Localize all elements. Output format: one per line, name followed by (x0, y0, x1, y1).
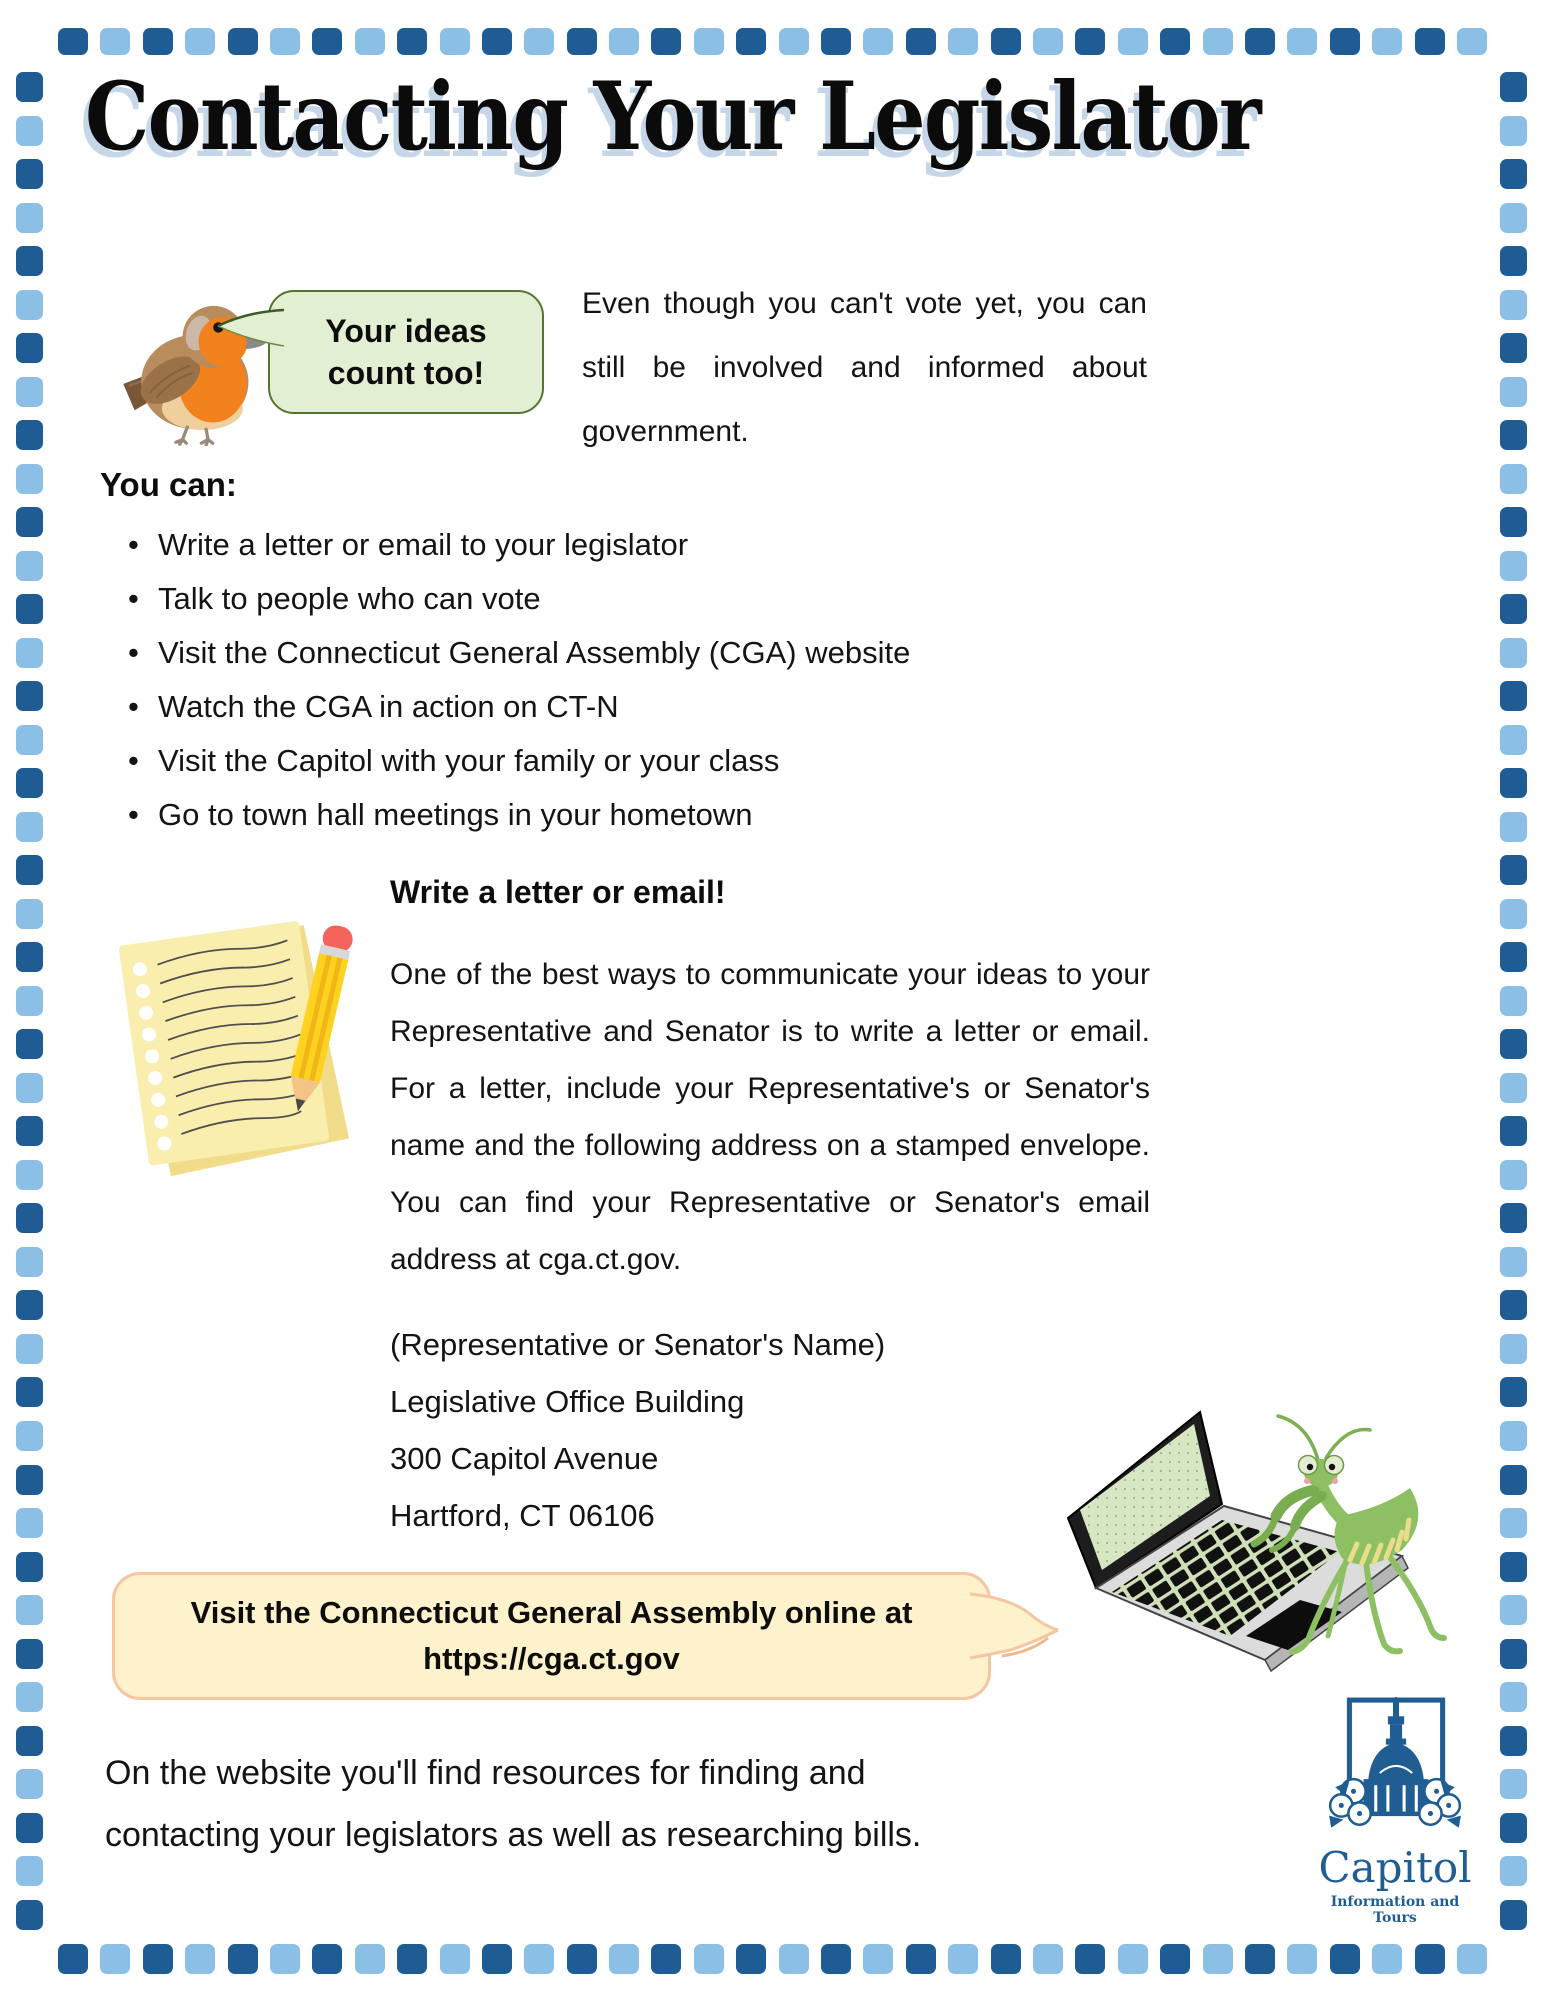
border-dash (16, 638, 43, 668)
border-dash (100, 28, 130, 55)
letter-line: One of the best ways to communicate your ideas to your (390, 958, 1150, 991)
you-can-heading: You can: (100, 466, 237, 503)
border-dash (16, 986, 43, 1016)
border-dash (16, 899, 43, 929)
border-dash (1330, 1944, 1360, 1974)
border-dash (1500, 855, 1527, 885)
letter-paragraph (390, 946, 1150, 1288)
border-dash (779, 1944, 809, 1974)
border-dash (16, 1813, 43, 1843)
address-line: Hartford, CT 06106 (390, 1498, 655, 1533)
border-dash (1500, 1856, 1527, 1886)
decorative-border-right (1500, 72, 1527, 1930)
list-item: • Visit the Connecticut General Assembly (CGA) website (128, 626, 1108, 680)
border-dash (16, 681, 43, 711)
border-dash (1500, 1029, 1527, 1059)
border-dash (1500, 1465, 1527, 1495)
border-dash (694, 1944, 724, 1974)
mantis-laptop-icon (1050, 1396, 1450, 1674)
border-dash (1500, 1203, 1527, 1233)
border-dash (1500, 725, 1527, 755)
border-dash (16, 1421, 43, 1451)
border-dash (948, 1944, 978, 1974)
border-dash (16, 1465, 43, 1495)
address-line: 300 Capitol Avenue (390, 1441, 659, 1476)
border-dash (16, 1856, 43, 1886)
border-dash (1245, 28, 1275, 55)
cga-speech-bubble (112, 1572, 991, 1700)
letter-section-heading: Write a letter or email! (390, 874, 726, 910)
border-dash (1500, 1595, 1527, 1625)
bird-speech-bubble (268, 290, 544, 414)
border-dash (440, 28, 470, 55)
border-dash (16, 333, 43, 363)
border-dash (16, 464, 43, 494)
border-dash (1245, 1944, 1275, 1974)
decorative-border-top (58, 28, 1487, 55)
border-dash (1415, 28, 1445, 55)
border-dash (1118, 28, 1148, 55)
border-dash (651, 1944, 681, 1974)
border-dash (16, 1290, 43, 1320)
border-dash (1500, 1726, 1527, 1756)
border-dash (16, 812, 43, 842)
border-dash (1500, 1900, 1527, 1930)
capitol-logo (1310, 1694, 1480, 1926)
border-dash (16, 1377, 43, 1407)
letter-line: Representative and Senator is to write a letter or email. (390, 1015, 1150, 1048)
border-dash (779, 28, 809, 55)
border-dash (397, 1944, 427, 1974)
border-dash (1500, 1552, 1527, 1582)
border-dash (736, 28, 766, 55)
border-dash (1500, 681, 1527, 711)
border-dash (312, 1944, 342, 1974)
border-dash (1500, 116, 1527, 146)
border-dash (1500, 1508, 1527, 1538)
border-dash (16, 725, 43, 755)
border-dash (16, 1552, 43, 1582)
border-dash (1500, 1377, 1527, 1407)
speech-bubble-tail-icon (212, 296, 284, 358)
border-dash (991, 28, 1021, 55)
border-dash (1500, 1116, 1527, 1146)
border-dash (16, 1073, 43, 1103)
border-dash (16, 1160, 43, 1190)
letter-line: name and the following address on a stamped envelope. (390, 1129, 1150, 1162)
border-dash (524, 28, 554, 55)
border-dash (16, 1203, 43, 1233)
address-line: (Representative or Senator's Name) (390, 1327, 886, 1362)
border-dash (16, 1682, 43, 1712)
border-dash (270, 1944, 300, 1974)
border-dash (1500, 246, 1527, 276)
border-dash (1415, 1944, 1445, 1974)
border-dash (16, 1900, 43, 1930)
address-line: Legislative Office Building (390, 1384, 745, 1419)
border-dash (16, 1508, 43, 1538)
border-dash (1075, 1944, 1105, 1974)
border-dash (143, 28, 173, 55)
border-dash (16, 1116, 43, 1146)
you-can-list (128, 518, 1108, 842)
border-dash (482, 28, 512, 55)
border-dash (651, 28, 681, 55)
border-dash (16, 594, 43, 624)
border-dash (1203, 1944, 1233, 1974)
border-dash (1372, 1944, 1402, 1974)
border-dash (609, 1944, 639, 1974)
border-dash (16, 768, 43, 798)
border-dash (1500, 377, 1527, 407)
border-dash (16, 1639, 43, 1669)
cga-bubble-tail-icon (968, 1586, 1068, 1676)
border-dash (1500, 203, 1527, 233)
border-dash (16, 290, 43, 320)
border-dash (863, 28, 893, 55)
border-dash (16, 507, 43, 537)
border-dash (16, 420, 43, 450)
border-dash (1033, 1944, 1063, 1974)
border-dash (16, 551, 43, 581)
border-dash (863, 1944, 893, 1974)
border-dash (1075, 28, 1105, 55)
border-dash (1500, 420, 1527, 450)
border-dash (16, 72, 43, 102)
border-dash (1372, 28, 1402, 55)
border-dash (1500, 1160, 1527, 1190)
border-dash (1500, 1073, 1527, 1103)
border-dash (1287, 1944, 1317, 1974)
border-dash (1457, 28, 1487, 55)
logo-name: Capitol (1318, 1843, 1472, 1892)
border-dash (1500, 1639, 1527, 1669)
list-item: • Talk to people who can vote (128, 572, 1108, 626)
letter-line: For a letter, include your Representative's or Senator's (390, 1072, 1150, 1105)
list-item: • Go to town hall meetings in your hometown (128, 788, 1108, 842)
border-dash (1500, 1334, 1527, 1364)
border-dash (1118, 1944, 1148, 1974)
letter-line: You can find your Representative or Senator's email (390, 1186, 1150, 1219)
cga-bubble-line1: Visit the Connecticut General Assembly online at (190, 1595, 913, 1630)
intro-line: government. (582, 415, 749, 448)
border-dash (185, 1944, 215, 1974)
outro-line: contacting your legislators as well as researching bills. (105, 1816, 922, 1854)
letter-line: address at cga.ct.gov. (390, 1243, 682, 1276)
intro-paragraph (582, 272, 1147, 464)
border-dash (1500, 899, 1527, 929)
border-dash (16, 942, 43, 972)
border-dash (1033, 28, 1063, 55)
intro-line: still be involved and informed about (582, 351, 1147, 384)
border-dash (100, 1944, 130, 1974)
border-dash (228, 1944, 258, 1974)
border-dash (736, 1944, 766, 1974)
capitol-building-icon (1319, 1694, 1471, 1846)
bird-speech-line1: Your ideas (325, 313, 487, 349)
border-dash (16, 159, 43, 189)
border-dash (948, 28, 978, 55)
border-dash (1500, 1769, 1527, 1799)
border-dash (355, 28, 385, 55)
border-dash (1500, 1813, 1527, 1843)
border-dash (397, 28, 427, 55)
border-dash (524, 1944, 554, 1974)
border-dash (228, 28, 258, 55)
border-dash (1500, 1682, 1527, 1712)
border-dash (58, 28, 88, 55)
border-dash (821, 1944, 851, 1974)
border-dash (1500, 1421, 1527, 1451)
border-dash (906, 28, 936, 55)
bird-speech-line2: count too! (327, 355, 485, 391)
outro-line: On the website you'll find resources for finding and (105, 1754, 866, 1792)
border-dash (16, 116, 43, 146)
logo-tagline: Information and Tours (1330, 1894, 1460, 1926)
border-dash (567, 28, 597, 55)
border-dash (58, 1944, 88, 1974)
mailing-address (390, 1316, 885, 1544)
border-dash (821, 28, 851, 55)
border-dash (16, 1726, 43, 1756)
decorative-border-bottom (58, 1944, 1487, 1974)
border-dash (16, 203, 43, 233)
border-dash (906, 1944, 936, 1974)
border-dash (694, 28, 724, 55)
border-dash (1500, 333, 1527, 363)
border-dash (16, 1334, 43, 1364)
border-dash (440, 1944, 470, 1974)
border-dash (312, 28, 342, 55)
border-dash (1160, 1944, 1190, 1974)
border-dash (1500, 638, 1527, 668)
notepad-pencil-icon (106, 900, 360, 1184)
border-dash (1500, 507, 1527, 537)
intro-line: Even though you can't vote yet, you can (582, 287, 1147, 320)
border-dash (1500, 464, 1527, 494)
border-dash (1500, 551, 1527, 581)
border-dash (355, 1944, 385, 1974)
list-item: • Visit the Capitol with your family or your class (128, 734, 1108, 788)
border-dash (143, 1944, 173, 1974)
border-dash (1500, 594, 1527, 624)
border-dash (1500, 290, 1527, 320)
border-dash (16, 1769, 43, 1799)
decorative-border-left (16, 72, 43, 1930)
border-dash (1500, 812, 1527, 842)
border-dash (1500, 72, 1527, 102)
border-dash (1500, 159, 1527, 189)
border-dash (1203, 28, 1233, 55)
outro-paragraph (105, 1742, 1065, 1866)
border-dash (16, 377, 43, 407)
border-dash (1500, 768, 1527, 798)
page-title: Contacting Your Legislator (85, 62, 1260, 172)
border-dash (567, 1944, 597, 1974)
border-dash (1500, 986, 1527, 1016)
border-dash (482, 1944, 512, 1974)
border-dash (16, 246, 43, 276)
border-dash (1457, 1944, 1487, 1974)
border-dash (185, 28, 215, 55)
border-dash (1500, 942, 1527, 972)
border-dash (1330, 28, 1360, 55)
border-dash (1500, 1290, 1527, 1320)
border-dash (1160, 28, 1190, 55)
list-item: • Watch the CGA in action on CT-N (128, 680, 1108, 734)
border-dash (609, 28, 639, 55)
border-dash (16, 1029, 43, 1059)
border-dash (270, 28, 300, 55)
border-dash (1287, 28, 1317, 55)
border-dash (16, 1247, 43, 1277)
border-dash (1500, 1247, 1527, 1277)
cga-bubble-url: https://cga.ct.gov (423, 1641, 680, 1676)
border-dash (16, 855, 43, 885)
border-dash (991, 1944, 1021, 1974)
border-dash (16, 1595, 43, 1625)
list-item: • Write a letter or email to your legislator (128, 518, 1108, 572)
